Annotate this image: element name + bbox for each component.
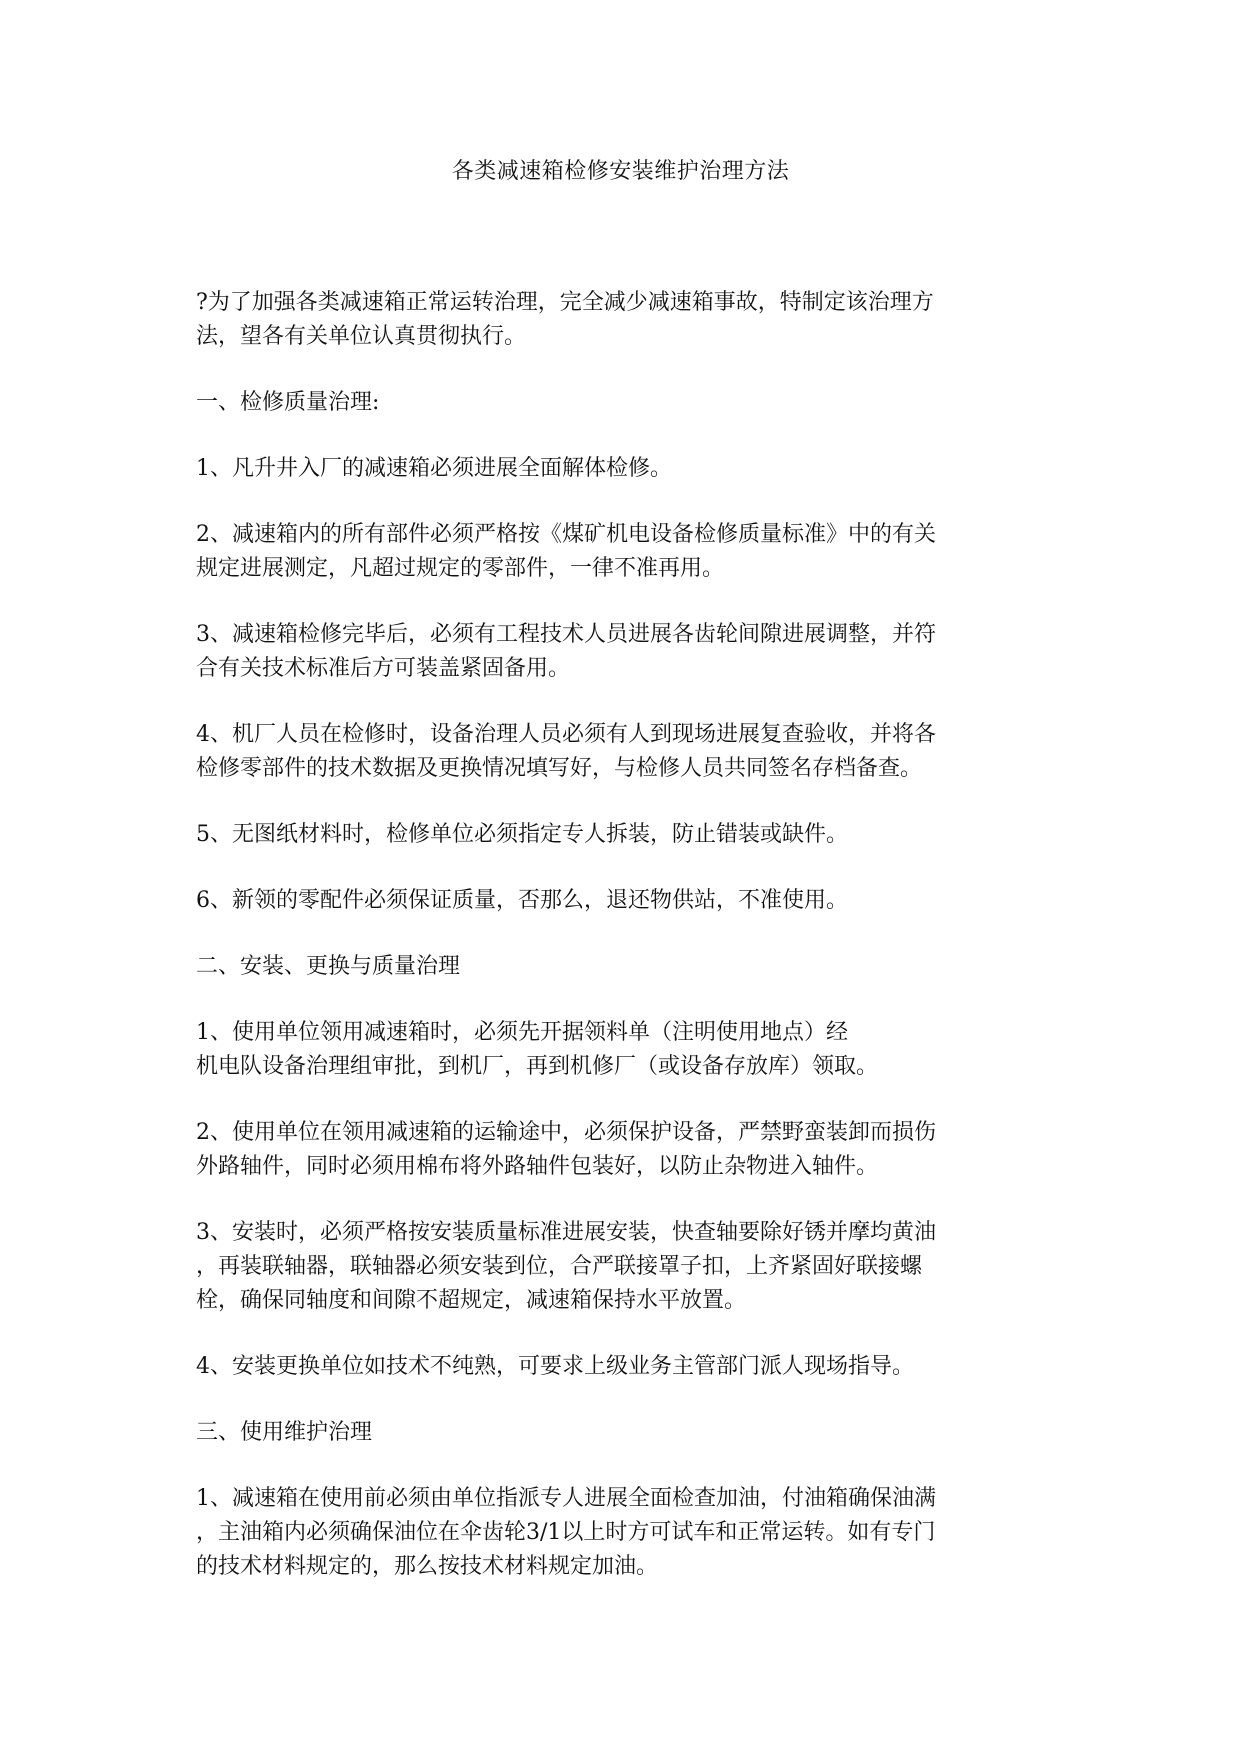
installation-item-1: 1、使用单位领用减速箱时，必须先开据领料单（注明使用地点）经 机电队设备治理组审批，到机厂，再到机修厂（或设备存放库）领取。 [196, 1020, 879, 1079]
document-title: 各类减速箱检修安装维护治理方法 [451, 159, 790, 184]
installation-item-3: 3、安装时，必须严格按安装质量标准进展安装，快查轴要除好锈并摩均黄油 ，再装联轴器，联轴器必须安装到位，合严联接罩子扣，上齐紧固好联接螺 栓，确保同轴度和间隙不超规定，减速箱保持水平放置。 [196, 1220, 936, 1313]
inspection-item-5: 5、无图纸材料时，检修单位必须指定专人拆装，防止错装或缺件。 [196, 822, 848, 847]
inspection-item-3: 3、减速箱检修完毕后，必须有工程技术人员进展各齿轮间隙进展调整，并符 合有关技术标准后方可装盖紧固备用。 [196, 622, 936, 681]
installation-item-2: 2、使用单位在领用减速箱的运输途中，必须保护设备，严禁野蛮装卸而损伤 外路轴件，同时必须用棉布将外路轴件包装好，以防止杂物进入轴件。 [196, 1120, 936, 1179]
section-heading-inspection: 一、检修质量治理: [196, 390, 380, 415]
inspection-item-4: 4、机厂人员在检修时，设备治理人员必须有人到现场进展复查验收，并将各 检修零部件的技术数据及更换情况填写好，与检修人员共同签名存档备查。 [196, 722, 936, 781]
section-heading-maintenance: 三、使用维护治理 [196, 1420, 373, 1445]
document-body [196, 286, 1046, 1616]
section-heading-installation: 二、安装、更换与质量治理 [196, 954, 461, 979]
intro-paragraph: ?为了加强各类减速箱正常运转治理，完全减少减速箱事故，特制定该治理方 法，望各有关单位认真贯彻执行。 [196, 290, 934, 349]
inspection-item-2: 2、减速箱内的所有部件必须严格按《煤矿机电设备检修质量标准》中的有关 规定进展测定，凡超过规定的零部件，一律不准再用。 [196, 522, 936, 581]
maintenance-item-1: 1、减速箱在使用前必须由单位指派专人进展全面检查加油，付油箱确保油满 ，主油箱内必须确保油位在伞齿轮3/1以上时方可试车和正常运转。如有专门 的技术材料规定的，那么按技术材料规定加油。 [196, 1486, 936, 1579]
inspection-item-1: 1、凡升井入厂的减速箱必须进展全面解体检修。 [196, 456, 672, 481]
installation-item-4: 4、安装更换单位如技术不纯熟，可要求上级业务主管部门派人现场指导。 [196, 1354, 914, 1379]
inspection-item-6: 6、新领的零配件必须保证质量，否那么，退还物供站，不准使用。 [196, 888, 848, 913]
